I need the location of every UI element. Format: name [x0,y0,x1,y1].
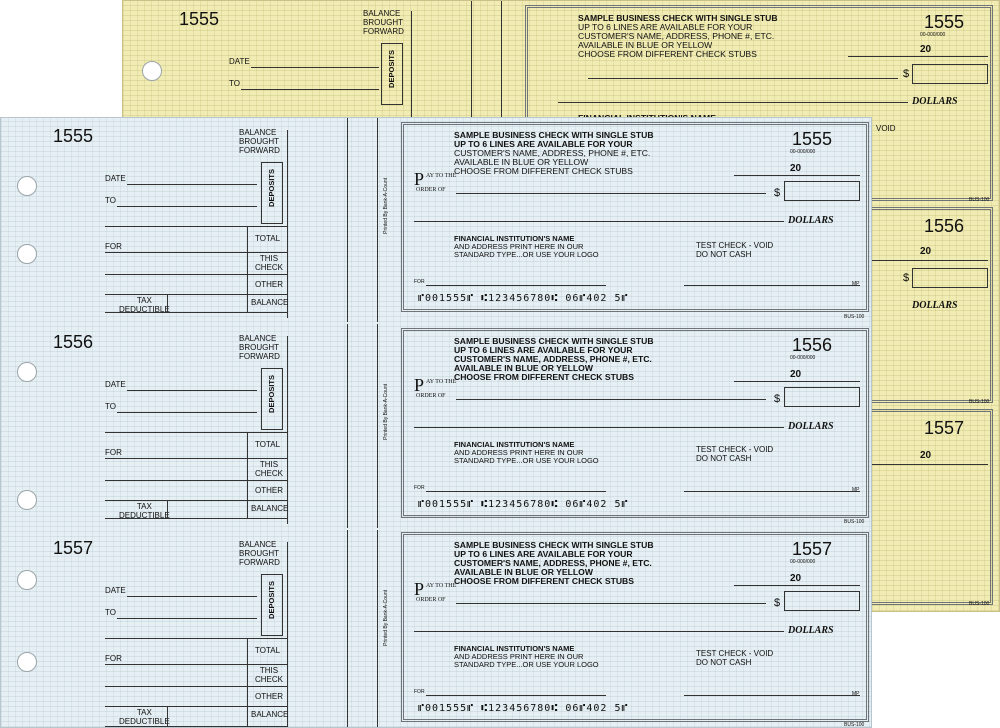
pay-to-label: AY TO THE [426,583,457,589]
check-header: SAMPLE BUSINESS CHECK WITH SINGLE STUB UP TO 6 LINES ARE AVAILABLE FOR YOUR CUSTOMER'S NAME, ADDRESS, PHONE #, ETC. AVAILABLE IN BLUE OR YELLOW CHOOSE FROM DIFFERENT CHECK STUBS [454,130,654,176]
check-stub [1,530,401,728]
amount-box[interactable] [912,268,988,288]
blue-check-2 [401,328,869,518]
routing-fraction: 00-000/000 [920,32,946,38]
tax-deductible-label: TAX DEDUCTIBLE [119,296,170,314]
blue-check-3 [401,532,869,722]
check-number: 1555 [924,12,965,32]
printed-by: Printed By Bank-A-Count [383,590,389,646]
dollars-label: DOLLARS [788,625,834,636]
balance-brought-forward-label: BALANCE BROUGHT FORWARD [239,128,280,155]
form-code: BUS-100 [844,314,865,320]
blue-check-1 [401,122,869,312]
date-label: DATE [105,380,126,389]
date-year: 20 [920,246,932,257]
memo-label: FOR [414,485,425,491]
amount-box[interactable] [784,387,860,407]
void-label: VOID [876,124,896,133]
mp-mark: MP [852,281,860,287]
balance-label: BALANCE [251,710,289,719]
check-number: 1557 [792,539,833,559]
balance-brought-forward-label: BALANCE BROUGHT FORWARD [239,540,280,567]
order-of-label: ORDER OF [416,187,446,193]
printed-by: Printed By Bank-A-Count [383,178,389,234]
tax-deductible-label: TAX DEDUCTIBLE [119,708,170,726]
routing-fraction: 00-000/000 [790,355,816,361]
test-check-label: TEST CHECK - VOID DO NOT CASH [696,445,774,463]
pay-letter: P [414,169,425,189]
check-header: SAMPLE BUSINESS CHECK WITH SINGLE STUB UP TO 6 LINES ARE AVAILABLE FOR YOUR CUSTOMER'S NAME, ADDRESS, PHONE #, ETC. AVAILABLE IN BLUE OR YELLOW CHOOSE FROM DIFFERENT CHECK STUBS [454,540,654,586]
balance-label: BALANCE [251,298,289,307]
dollars-label: DOLLARS [912,300,958,311]
printed-by: Printed By Bank-A-Count [383,384,389,440]
for-label: FOR [105,448,122,457]
memo-label: FOR [414,689,425,695]
other-label: OTHER [255,280,283,289]
check-number: 1557 [924,418,965,438]
total-label: TOTAL [255,440,281,449]
form-code: BUS-100 [969,399,990,405]
other-label: OTHER [255,486,283,495]
order-of-label: ORDER OF [416,597,446,603]
form-code: BUS-100 [969,197,990,203]
dollar-sign: $ [903,68,910,80]
balance-brought-forward-label: BALANCE BROUGHT FORWARD [363,9,404,36]
dollars-label: DOLLARS [788,421,834,432]
for-label: FOR [105,242,122,251]
stub-number: 1555 [179,9,220,29]
amount-box[interactable] [912,64,988,84]
micr-line: ⑈001555⑈ ⑆123456780⑆ 06⑈402 5⑈ [418,293,629,304]
test-check-label: TEST CHECK - VOID DO NOT CASH [696,649,774,667]
routing-fraction: 00-000/000 [790,149,816,155]
deposits-label: DEPOSITS [267,375,276,413]
bank-info: FINANCIAL INSTITUTION'S NAME AND ADDRESS PRINT HERE IN OUR STANDARD TYPE...OR USE YOUR LOGO [454,234,599,259]
date-label: DATE [105,174,126,183]
form-code: BUS-100 [844,722,865,728]
date-year: 20 [920,44,932,55]
mp-mark: MP [852,691,860,697]
mp-mark: MP [852,487,860,493]
to-label: TO [105,196,116,205]
deposits-box [381,43,403,105]
pay-letter: P [414,375,425,395]
amount-box[interactable] [784,181,860,201]
dollar-sign: $ [903,272,910,284]
check-stub [1,324,401,528]
stub-number: 1557 [53,538,94,558]
this-check-label: THIS CHECK [255,254,284,272]
binder-hole [142,61,162,81]
date-label: DATE [105,586,126,595]
balance-brought-forward-label: BALANCE BROUGHT FORWARD [239,334,280,361]
other-label: OTHER [255,692,283,701]
stub-number: 1556 [53,332,94,352]
balance-label: BALANCE [251,504,289,513]
date-year: 20 [790,163,802,174]
dollars-label: DOLLARS [912,96,958,107]
dollar-sign: $ [774,597,781,609]
deposits-box [261,368,283,430]
check-number: 1556 [924,216,965,236]
memo-label: FOR [414,279,425,285]
check-stub [1,118,401,322]
tax-deductible-label: TAX DEDUCTIBLE [119,502,170,520]
form-code: BUS-100 [969,601,990,607]
date-year: 20 [920,450,932,461]
amount-box[interactable] [784,591,860,611]
to-label: TO [105,402,116,411]
check-number: 1556 [792,335,833,355]
micr-line: ⑈001555⑈ ⑆123456780⑆ 06⑈402 5⑈ [418,499,629,510]
for-label: FOR [105,654,122,663]
this-check-label: THIS CHECK [255,460,284,478]
total-label: TOTAL [255,646,281,655]
deposits-label: DEPOSITS [267,581,276,619]
date-label: DATE [229,57,250,66]
date-year: 20 [790,573,802,584]
dollars-label: DOLLARS [788,215,834,226]
micr-line: ⑈001555⑈ ⑆123456780⑆ 06⑈402 5⑈ [418,703,629,714]
pay-to-label: AY TO THE [426,379,457,385]
to-label: TO [105,608,116,617]
total-label: TOTAL [255,234,281,243]
dollar-sign: $ [774,393,781,405]
check-header: SAMPLE BUSINESS CHECK WITH SINGLE STUB UP TO 6 LINES ARE AVAILABLE FOR YOUR CUSTOMER'S NAME, ADDRESS, PHONE #, ETC. AVAILABLE IN BLUE OR YELLOW CHOOSE FROM DIFFERENT CHECK STUBS [454,336,654,382]
bank-info: FINANCIAL INSTITUTION'S NAME AND ADDRESS PRINT HERE IN OUR STANDARD TYPE...OR USE YOUR LOGO [454,440,599,465]
to-label: TO [229,79,240,88]
pay-to-label: AY TO THE [426,173,457,179]
bank-info: FINANCIAL INSTITUTION'S NAME AND ADDRESS PRINT HERE IN OUR STANDARD TYPE...OR USE YOUR LOGO [454,644,599,669]
date-year: 20 [790,369,802,380]
dollar-sign: $ [774,187,781,199]
check-number: 1555 [792,129,833,149]
routing-fraction: 00-000/000 [790,559,816,565]
test-check-label: TEST CHECK - VOID DO NOT CASH [696,241,774,259]
pay-letter: P [414,579,425,599]
blue-check-sheet [0,117,872,728]
this-check-label: THIS CHECK [255,666,284,684]
deposits-label: DEPOSITS [267,169,276,207]
form-code: BUS-100 [844,519,865,525]
stub-number: 1555 [53,126,94,146]
deposits-box [261,574,283,636]
order-of-label: ORDER OF [416,393,446,399]
deposits-box [261,162,283,224]
check-header: SAMPLE BUSINESS CHECK WITH SINGLE STUB UP TO 6 LINES ARE AVAILABLE FOR YOUR CUSTOMER'S NAME, ADDRESS, PHONE #, ETC. AVAILABLE IN BLUE OR YELLOW CHOOSE FROM DIFFERENT CHECK STUBS [578,13,778,59]
deposits-label: DEPOSITS [387,50,396,88]
